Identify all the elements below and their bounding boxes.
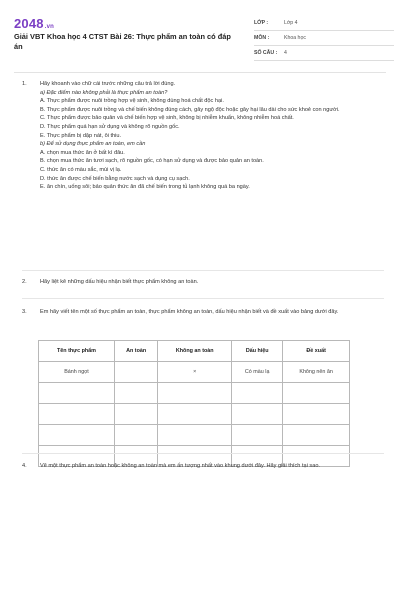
table-cell[interactable]: [232, 404, 283, 425]
table-row: [39, 425, 350, 446]
logo-main: 2048: [14, 16, 44, 31]
meta-value: Khoa học: [284, 35, 306, 41]
table-cell[interactable]: [158, 383, 232, 404]
option-a-D: D. Thực phẩm quá hạn sử dụng và không rõ nguồn gốc.: [40, 123, 180, 130]
table-cell[interactable]: Bánh ngọt: [39, 362, 115, 383]
question-prompt: Hãy liệt kê những dấu hiệu nhận biết thực phẩm không an toàn.: [40, 279, 199, 285]
table-cell[interactable]: [114, 383, 157, 404]
question-number: 4.: [22, 463, 27, 469]
meta-row-subject: [254, 31, 394, 46]
answer-table: [38, 340, 350, 467]
meta-info: [254, 16, 394, 61]
option-a-A: A. Thực phẩm được nuôi trồng hợp vệ sinh, không dùng hoá chất độc hại.: [40, 98, 224, 105]
question-number: 2.: [22, 279, 27, 285]
option-b-C: C. thức ăn có màu sắc, mùi vị lạ.: [40, 166, 122, 173]
question-4: [22, 462, 384, 471]
table-header-row: [39, 341, 350, 362]
table-cell[interactable]: Có màu lạ: [232, 362, 283, 383]
table-cell[interactable]: [283, 404, 350, 425]
column-header: Không an toàn: [158, 341, 232, 362]
table-cell[interactable]: [232, 383, 283, 404]
table-cell[interactable]: [158, 425, 232, 446]
option-a-C: C. Thực phẩm được bảo quản và chế biến hợp vệ sinh, không bị nhiễm khuẩn, không nhiễm hoá chất.: [40, 115, 294, 122]
column-header: Đề xuất: [283, 341, 350, 362]
sub-question-a: a) Đặc điểm nào không phải là thực phẩm an toàn?: [40, 89, 168, 96]
question-divider: [22, 453, 384, 454]
question-number: 3.: [22, 309, 27, 315]
meta-value: 4: [284, 50, 287, 56]
meta-value: Lớp 4: [284, 20, 298, 26]
table-cell[interactable]: [283, 425, 350, 446]
option-b-D: D. thức ăn được chế biến bằng nước sạch và dụng cụ sạch.: [40, 175, 190, 182]
question-prompt: Vẽ một thực phẩm an toàn hoặc không an toàn mà em ấn tượng nhất vào khung dưới đây. Hãy giải thích tại sao.: [40, 463, 320, 469]
site-logo[interactable]: [14, 16, 54, 31]
question-number: 1.: [22, 81, 27, 87]
meta-row-class: [254, 16, 394, 31]
meta-key: LỚP :: [254, 20, 269, 26]
page-header: [14, 16, 386, 64]
column-header: Dấu hiệu: [232, 341, 283, 362]
column-header: Tên thực phẩm: [39, 341, 115, 362]
table-cell[interactable]: [283, 383, 350, 404]
option-b-A: A. chọn mua thức ăn ở bất kì đâu.: [40, 149, 125, 156]
question-2: [22, 278, 384, 287]
table-cell[interactable]: [114, 425, 157, 446]
question-1: [22, 80, 384, 192]
table-cell[interactable]: [39, 404, 115, 425]
option-b-E: E. ăn chín, uống sôi; bảo quản thức ăn đã chế biến trong tủ lạnh không quá ba ngày.: [40, 184, 250, 191]
question-divider: [22, 270, 384, 271]
table-cell[interactable]: [158, 404, 232, 425]
column-header: An toàn: [114, 341, 157, 362]
sub-question-b: b) Để sử dụng thực phẩm an toàn, em cần: [40, 141, 146, 148]
meta-key: MÔN :: [254, 35, 270, 41]
option-a-E: E. Thực phẩm bị dập nát, ôi thiu.: [40, 132, 122, 139]
meta-key: SỐ CÂU :: [254, 50, 278, 56]
header-divider: [14, 72, 386, 73]
table-cell[interactable]: [39, 383, 115, 404]
logo-sub: .vn: [44, 24, 55, 30]
question-3: [22, 308, 384, 317]
table-row: [39, 404, 350, 425]
table-row: [39, 362, 350, 383]
table-cell[interactable]: Không nên ăn: [283, 362, 350, 383]
question-prompt: Em hãy viết tên một số thực phẩm an toàn, thực phẩm không an toàn, dấu hiệu nhận biết và đề xuất vào bảng dưới đây.: [40, 309, 339, 315]
option-b-B: B. chọn mua thức ăn tươi sạch, rõ nguồn gốc, có hạn sử dụng và được bảo quản an toàn.: [40, 158, 264, 165]
document-title: Giải VBT Khoa học 4 CTST Bài 26: Thực phẩm an toàn có đáp án: [14, 32, 231, 51]
table-cell[interactable]: [39, 425, 115, 446]
meta-row-count: [254, 46, 394, 61]
table-cell[interactable]: [232, 425, 283, 446]
table-cell[interactable]: ×: [158, 362, 232, 383]
table-cell[interactable]: [114, 362, 157, 383]
question-divider: [22, 298, 384, 299]
question-prompt: Hãy khoanh vào chữ cái trước những câu trả lời đúng.: [40, 81, 176, 87]
table-cell[interactable]: [114, 404, 157, 425]
table-row: [39, 383, 350, 404]
option-a-B: B. Thực phẩm được nuôi trồng và chế biến không đúng cách, gây ngộ độc hoặc gây hại lâu dài cho sức khoẻ con người.: [40, 106, 340, 113]
